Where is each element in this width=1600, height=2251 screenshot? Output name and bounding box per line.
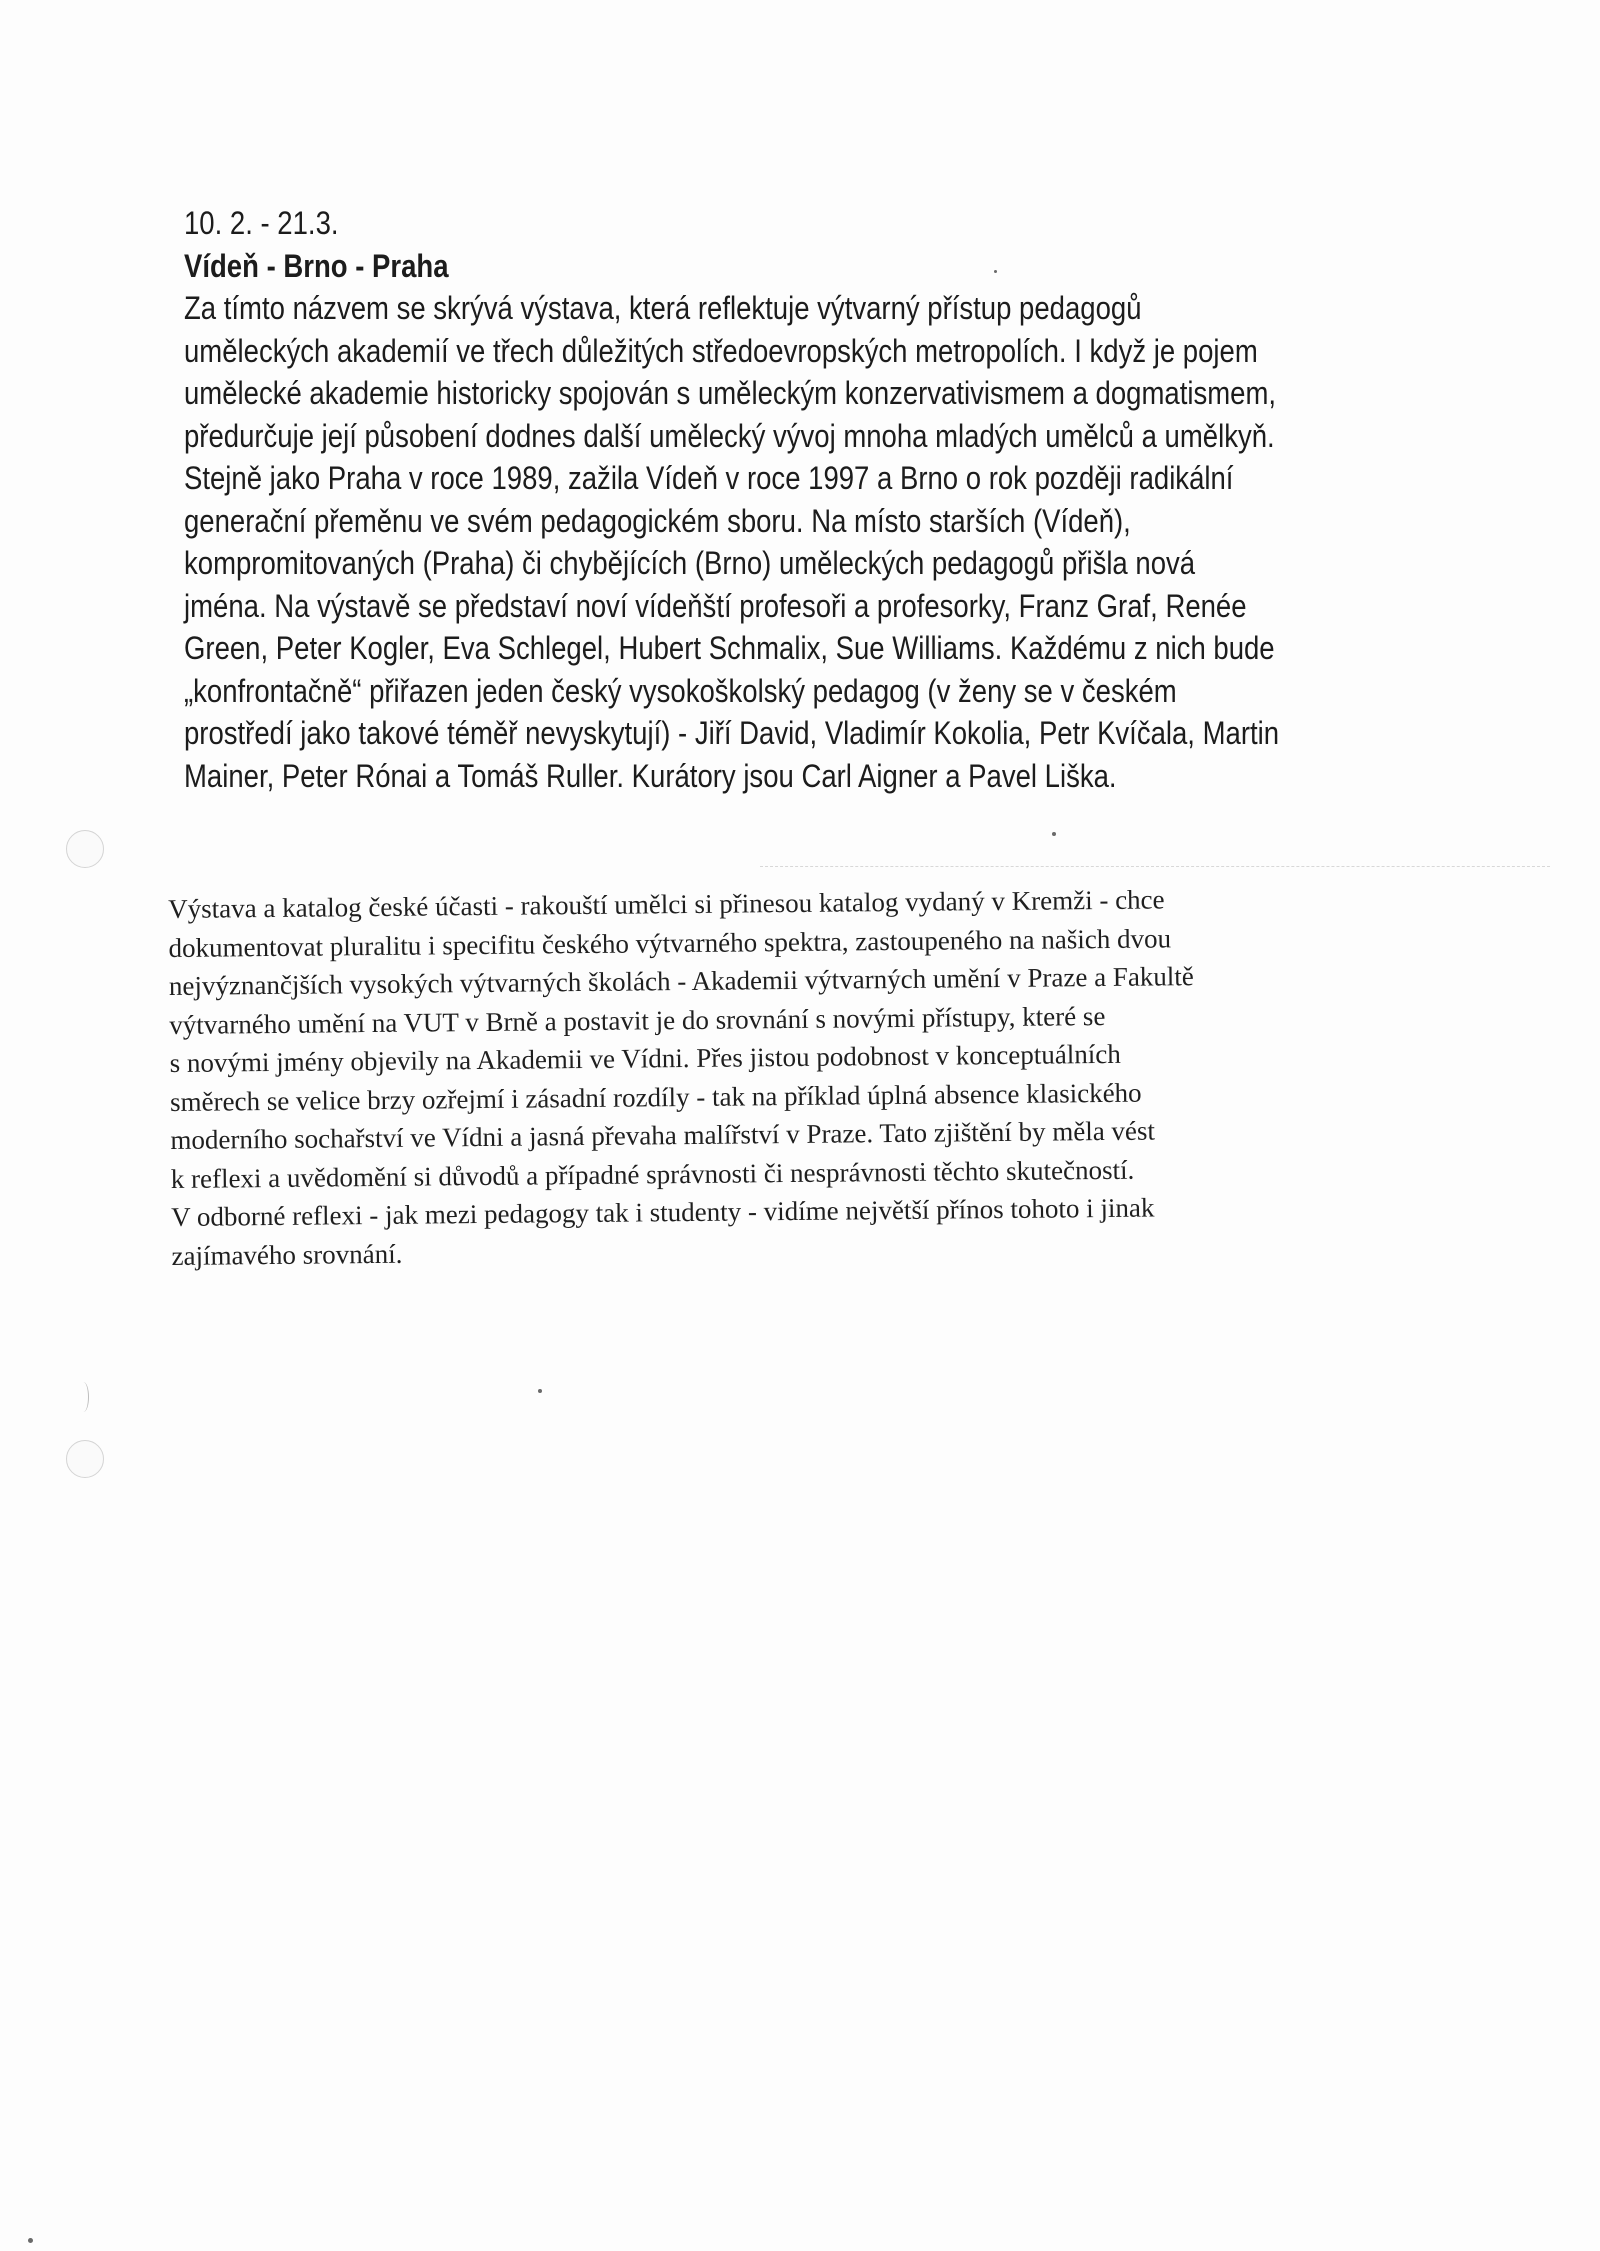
announcement-line: Green, Peter Kogler, Eva Schlegel, Hubert Schmalix, Sue Williams. Každému z nich bude [184, 630, 1275, 666]
note-line: výtvarného umění na VUT v Brně a postavit je do srovnání s novými přístupy, které se [169, 1000, 1106, 1040]
exhibition-title: Vídeň - Brno - Praha [184, 247, 449, 284]
scan-speck [1052, 832, 1056, 836]
note-line: zajímavého srovnání. [171, 1238, 403, 1271]
announcement-line: Mainer, Peter Rónai a Tomáš Ruller. Kurátory jsou Carl Aigner a Pavel Liška. [184, 757, 1117, 794]
note-line: moderního sochařství ve Vídni a jasná převaha malířství v Praze. Tato zjištění by měla vést [170, 1115, 1156, 1155]
punch-hole [66, 1440, 104, 1478]
note-line: k reflexi a uvědomění si důvodů a případné správnosti či nesprávnosti těchto skutečností. [170, 1154, 1135, 1194]
note-line: nejvýznančjších vysokých výtvarných školách - Akademii výtvarných umění v Praze a Fakultě [168, 961, 1194, 1001]
announcement-line: umělecké akademie historicky spojován s uměleckým konzervativismem a dogmatismem, [184, 375, 1277, 411]
note-line: s novými jmény objevily na Akademii ve Vídni. Přes jistou podobnost v konceptuálních [169, 1038, 1121, 1078]
announcement-line: jména. Na výstavě se představí noví vídeňští profesoři a profesorky, Franz Graf, Renée [184, 587, 1247, 624]
announcement-line: předurčuje její působení dodnes další umělecký vývoj mnoha mladých umělců a umělkyň. [184, 417, 1275, 454]
catalog-note [168, 878, 1412, 1275]
announcement-line: uměleckých akademií ve třech důležitých středoevropských metropolích. I když je pojem [184, 332, 1258, 369]
announcement-line: kompromitovaných (Praha) či chybějících (Brno) uměleckých pedagogů přišla nová [184, 545, 1196, 581]
dashed-separator [760, 866, 1550, 867]
scan-speck [538, 1389, 542, 1393]
note-line: dokumentovat pluralitu i specifitu českého výtvarného spektra, zastoupeného na našich dvou [168, 922, 1172, 963]
punch-hole-mark [78, 1382, 89, 1412]
note-line: V odborné reflexi - jak mezi pedagogy tak i studenty - vidíme největší přínos tohoto i jinak [170, 1192, 1155, 1232]
announcement-line: Za tímto názvem se skrývá výstava, která reflektuje výtvarný přístup pedagogů [184, 290, 1142, 326]
announcement-line: prostředí jako takové téměř nevyskytují) - Jiří David, Vladimír Kokolia, Petr Kvíčala, Martin [184, 715, 1280, 751]
announcement-line: „konfrontačně“ přiřazen jeden český vysokoškolský pedagog (v ženy se v českém [184, 672, 1177, 709]
announcement-line: Stejně jako Praha v roce 1989, zažila Vídeň v roce 1997 a Brno o rok později radikální [184, 460, 1234, 496]
note-line: směrech se velice brzy ozřejmí i zásadní rozdíly - tak na příklad úplná absence klasického [169, 1077, 1142, 1117]
scan-speck [28, 2238, 33, 2243]
announcement-line: generační přeměnu ve svém pedagogickém sboru. Na místo starších (Vídeň), [184, 502, 1131, 539]
punch-hole [66, 830, 104, 868]
exhibition-announcement [184, 202, 1280, 797]
note-line: Výstava a katalog české účasti - rakouští umělci si přinesou katalog vydaný v Kremži - chce [168, 884, 1165, 924]
exhibition-date: 10. 2. - 21.3. [184, 205, 339, 241]
